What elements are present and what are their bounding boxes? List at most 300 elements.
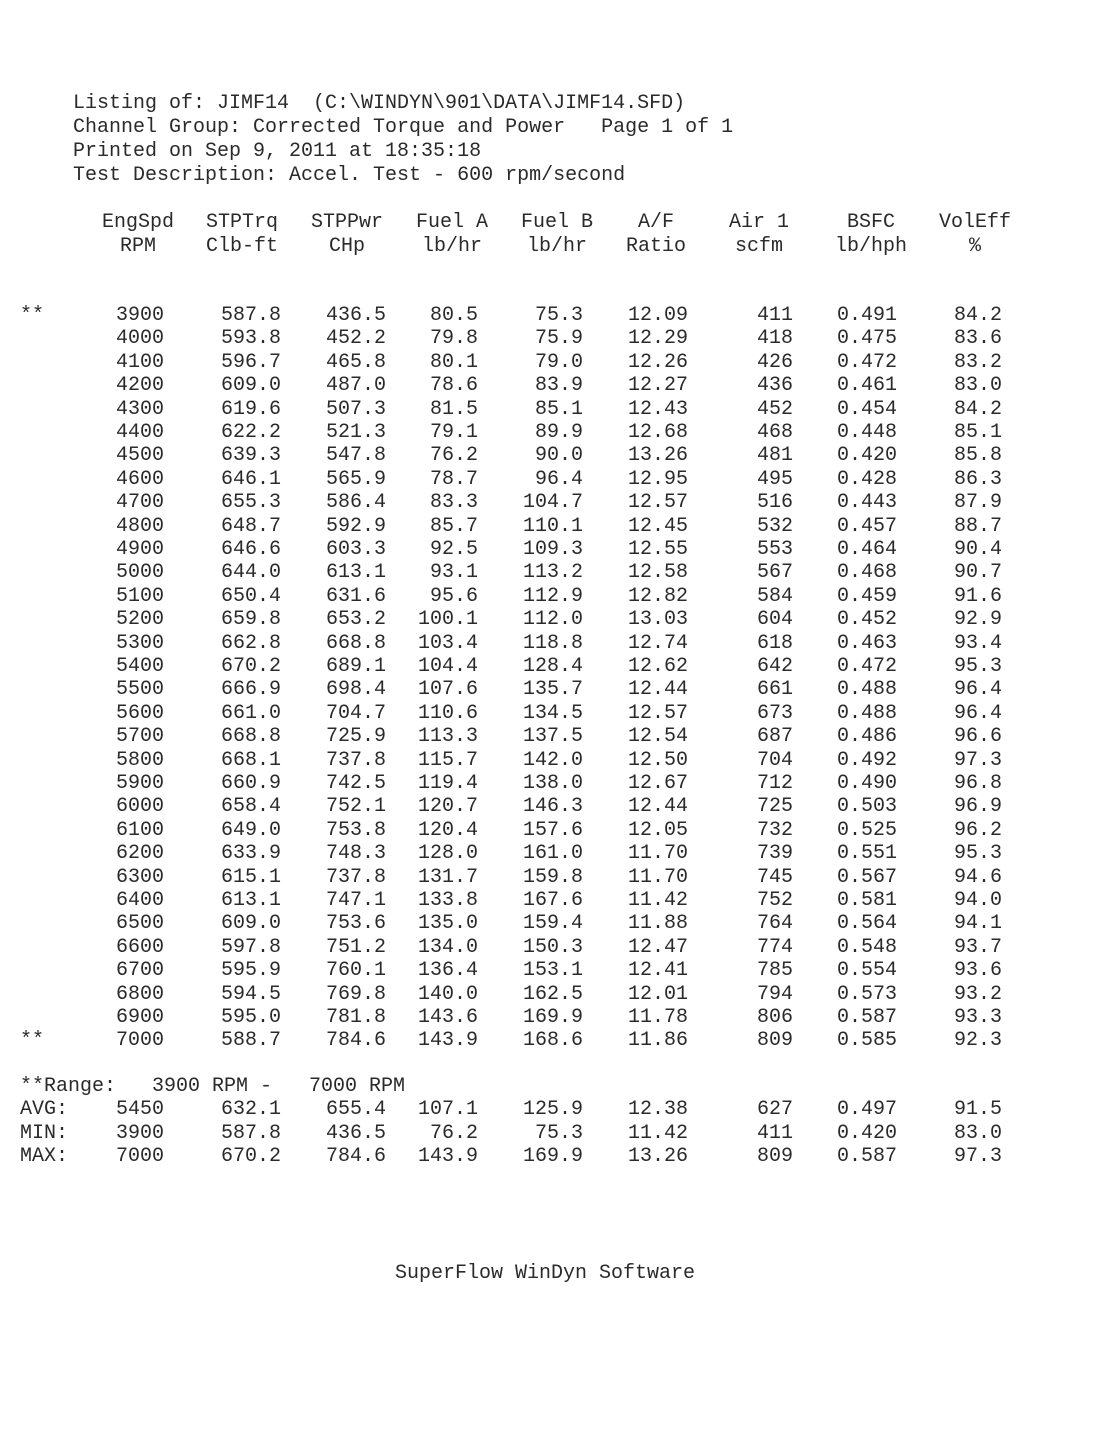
table-cell: 5800 [115,749,164,772]
table-cell: 661 [756,678,793,701]
table-row [0,772,1113,796]
table-row [0,327,1113,351]
summary-cell: 7000 [115,1145,164,1168]
table-row [0,842,1113,866]
column-unit: % [968,235,981,258]
table-cell: 90.4 [953,538,1002,561]
table-cell: 594.5 [220,983,281,1006]
table-cell: 653.2 [325,608,386,631]
table-cell: 662.8 [220,632,281,655]
table-cell: 104.4 [417,655,478,678]
table-cell: 650.4 [220,585,281,608]
table-row [0,889,1113,913]
table-cell: 76.2 [429,444,478,467]
summary-cell: 0.420 [836,1122,897,1145]
table-cell: 6600 [115,936,164,959]
table-cell: 113.2 [522,561,583,584]
table-cell: 0.573 [836,983,897,1006]
table-cell: 4100 [115,351,164,374]
table-cell: 609.0 [220,912,281,935]
table-cell: 12.68 [627,421,688,444]
table-cell: 6900 [115,1006,164,1029]
table-cell: 584 [756,585,793,608]
table-cell: 12.47 [627,936,688,959]
column-unit: lb/hr [526,235,587,258]
column-header: STPPwr [310,211,383,234]
table-cell: 592.9 [325,515,386,538]
table-cell: 806 [756,1006,793,1029]
table-row [0,421,1113,445]
table-row [0,725,1113,749]
table-cell: 5400 [115,655,164,678]
table-cell: 11.70 [627,866,688,889]
table-cell: 660.9 [220,772,281,795]
table-row [0,374,1113,398]
table-cell: 6500 [115,912,164,935]
table-cell: 646.1 [220,468,281,491]
table-cell: 109.3 [522,538,583,561]
table-cell: 93.2 [953,983,1002,1006]
table-cell: 12.58 [627,561,688,584]
table-row [0,983,1113,1007]
table-cell: 103.4 [417,632,478,655]
summary-cell: 436.5 [325,1122,386,1145]
table-cell: 0.443 [836,491,897,514]
table-cell: 0.428 [836,468,897,491]
table-row [0,678,1113,702]
summary-row [0,1145,1113,1169]
table-cell: 93.1 [429,561,478,584]
table-cell: 12.67 [627,772,688,795]
column-header-names [0,211,1113,235]
table-cell: 168.6 [522,1029,583,1052]
footer-software-name: SuperFlow WinDyn Software [394,1262,696,1285]
table-row [0,561,1113,585]
table-cell: 0.564 [836,912,897,935]
table-cell: 79.0 [534,351,583,374]
table-cell: 12.54 [627,725,688,748]
table-cell: 85.1 [953,421,1002,444]
table-cell: 4200 [115,374,164,397]
table-cell: 96.6 [953,725,1002,748]
table-cell: 565.9 [325,468,386,491]
table-cell: 135.7 [522,678,583,701]
listing-line: Listing of: JIMF14 (C:\WINDYN\901\DATA\JIMF14.SFD) [73,92,686,115]
table-cell: 0.486 [836,725,897,748]
table-cell: 644.0 [220,561,281,584]
table-cell: 0.463 [836,632,897,655]
column-unit: lb/hph [834,235,907,258]
table-cell: 737.8 [325,866,386,889]
range-line [0,1075,1113,1099]
column-header: EngSpd [101,211,174,234]
table-cell: 596.7 [220,351,281,374]
table-cell: 6100 [115,819,164,842]
table-cell: 83.6 [953,327,1002,350]
table-cell: 613.1 [220,889,281,912]
table-cell: 0.420 [836,444,897,467]
table-cell: 0.448 [836,421,897,444]
table-cell: 704.7 [325,702,386,725]
table-cell: 0.457 [836,515,897,538]
table-cell: 12.55 [627,538,688,561]
column-header: BSFC [846,211,895,234]
summary-cell: 784.6 [325,1145,386,1168]
table-row [0,585,1113,609]
table-cell: 748.3 [325,842,386,865]
table-cell: 809 [756,1029,793,1052]
table-row [0,632,1113,656]
table-cell: 75.9 [534,327,583,350]
summary-label: MIN: [20,1122,69,1145]
table-cell: 12.82 [627,585,688,608]
table-cell: 86.3 [953,468,1002,491]
table-cell: 633.9 [220,842,281,865]
table-cell: 0.475 [836,327,897,350]
table-cell: 93.7 [953,936,1002,959]
table-row [0,959,1113,983]
table-row [0,702,1113,726]
table-cell: 465.8 [325,351,386,374]
table-cell: 631.6 [325,585,386,608]
table-cell: 622.2 [220,421,281,444]
table-cell: 6800 [115,983,164,1006]
summary-cell: 125.9 [522,1098,583,1121]
table-cell: 595.0 [220,1006,281,1029]
table-cell: 6000 [115,795,164,818]
table-cell: 93.4 [953,632,1002,655]
table-cell: 97.3 [953,749,1002,772]
column-header-units [0,235,1113,259]
table-cell: 737.8 [325,749,386,772]
table-cell: 745 [756,866,793,889]
table-cell: 136.4 [417,959,478,982]
table-cell: 112.9 [522,585,583,608]
column-header: A/F [637,211,674,234]
table-cell: 658.4 [220,795,281,818]
table-cell: 0.551 [836,842,897,865]
column-header: Air 1 [728,211,789,234]
table-cell: 5600 [115,702,164,725]
table-row [0,351,1113,375]
table-cell: 85.7 [429,515,478,538]
table-cell: 11.78 [627,1006,688,1029]
table-cell: 11.70 [627,842,688,865]
table-row [0,795,1113,819]
table-cell: 648.7 [220,515,281,538]
table-cell: 764 [756,912,793,935]
table-cell: 0.585 [836,1029,897,1052]
table-cell: 0.490 [836,772,897,795]
table-cell: 752 [756,889,793,912]
column-unit: RPM [119,235,156,258]
table-cell: 143.6 [417,1006,478,1029]
table-cell: 452.2 [325,327,386,350]
table-cell: 6200 [115,842,164,865]
table-row [0,538,1113,562]
table-cell: 4800 [115,515,164,538]
table-cell: 4400 [115,421,164,444]
table-cell: 134.5 [522,702,583,725]
table-cell: 95.6 [429,585,478,608]
summary-cell: 627 [756,1098,793,1121]
table-cell: 12.27 [627,374,688,397]
table-cell: 649.0 [220,819,281,842]
table-cell: 481 [756,444,793,467]
table-cell: 597.8 [220,936,281,959]
table-cell: 87.9 [953,491,1002,514]
table-cell: 6400 [115,889,164,912]
table-cell: 7000 [115,1029,164,1052]
table-cell: 0.488 [836,678,897,701]
table-cell: 96.4 [953,678,1002,701]
table-cell: 588.7 [220,1029,281,1052]
table-row [0,491,1113,515]
table-cell: 81.5 [429,398,478,421]
summary-label: AVG: [20,1098,69,1121]
table-cell: 157.6 [522,819,583,842]
table-cell: 90.0 [534,444,583,467]
table-cell: 119.4 [417,772,478,795]
table-cell: 84.2 [953,304,1002,327]
range-start: 3900 RPM - [152,1075,273,1098]
table-cell: 5000 [115,561,164,584]
table-cell: 0.454 [836,398,897,421]
table-cell: 112.0 [522,608,583,631]
summary-cell: 809 [756,1145,793,1168]
summary-cell: 107.1 [417,1098,478,1121]
table-cell: 162.5 [522,983,583,1006]
table-row [0,819,1113,843]
summary-row [0,1122,1113,1146]
table-cell: 613.1 [325,561,386,584]
table-row [0,304,1113,328]
table-cell: 785 [756,959,793,982]
table-cell: 666.9 [220,678,281,701]
table-cell: 133.8 [417,889,478,912]
table-cell: 0.468 [836,561,897,584]
table-cell: 118.8 [522,632,583,655]
table-cell: 12.44 [627,795,688,818]
table-cell: 83.2 [953,351,1002,374]
table-cell: 516 [756,491,793,514]
table-cell: 89.9 [534,421,583,444]
table-cell: 673 [756,702,793,725]
table-cell: 120.4 [417,819,478,842]
table-cell: 619.6 [220,398,281,421]
table-row [0,749,1113,773]
table-cell: 12.09 [627,304,688,327]
summary-cell: 411 [756,1122,793,1145]
range-end: 7000 RPM [309,1075,406,1098]
table-cell: 13.26 [627,444,688,467]
column-header: Fuel B [520,211,593,234]
table-cell: 4300 [115,398,164,421]
table-row [0,608,1113,632]
table-cell: 4000 [115,327,164,350]
table-cell: 0.492 [836,749,897,772]
summary-cell: 169.9 [522,1145,583,1168]
table-cell: 794 [756,983,793,1006]
table-cell: 96.9 [953,795,1002,818]
table-cell: 96.8 [953,772,1002,795]
summary-cell: 632.1 [220,1098,281,1121]
table-cell: 769.8 [325,983,386,1006]
table-cell: 128.4 [522,655,583,678]
table-cell: 12.43 [627,398,688,421]
table-cell: 704 [756,749,793,772]
table-cell: 137.5 [522,725,583,748]
table-cell: 90.7 [953,561,1002,584]
table-cell: 12.01 [627,983,688,1006]
table-cell: 0.464 [836,538,897,561]
table-cell: 507.3 [325,398,386,421]
table-cell: 725 [756,795,793,818]
summary-cell: 83.0 [953,1122,1002,1145]
table-cell: 436.5 [325,304,386,327]
table-row [0,468,1113,492]
table-cell: 12.57 [627,491,688,514]
table-cell: 0.459 [836,585,897,608]
channel-group-line: Channel Group: Corrected Torque and Power Page 1 of 1 [73,116,734,139]
table-cell: 784.6 [325,1029,386,1052]
table-cell: 12.57 [627,702,688,725]
summary-row [0,1098,1113,1122]
table-cell: 93.6 [953,959,1002,982]
printed-line: Printed on Sep 9, 2011 at 18:35:18 [73,140,482,163]
summary-cell: 11.42 [627,1122,688,1145]
table-cell: 110.1 [522,515,583,538]
table-cell: 80.5 [429,304,478,327]
table-row [0,655,1113,679]
table-cell: 167.6 [522,889,583,912]
table-cell: 670.2 [220,655,281,678]
summary-cell: 5450 [115,1098,164,1121]
table-cell: 12.74 [627,632,688,655]
table-cell: 93.3 [953,1006,1002,1029]
table-cell: 159.8 [522,866,583,889]
table-cell: 593.8 [220,327,281,350]
table-cell: 698.4 [325,678,386,701]
table-cell: 668.1 [220,749,281,772]
table-cell: 5300 [115,632,164,655]
table-cell: 94.1 [953,912,1002,935]
summary-cell: 670.2 [220,1145,281,1168]
table-cell: 143.9 [417,1029,478,1052]
table-cell: 487.0 [325,374,386,397]
table-cell: 120.7 [417,795,478,818]
table-cell: 0.491 [836,304,897,327]
table-cell: 642 [756,655,793,678]
table-cell: 5500 [115,678,164,701]
column-header: Fuel A [415,211,488,234]
table-cell: 0.472 [836,655,897,678]
table-cell: 0.548 [836,936,897,959]
table-row [0,1029,1113,1053]
table-cell: 78.6 [429,374,478,397]
table-cell: 0.503 [836,795,897,818]
table-cell: 668.8 [220,725,281,748]
table-row [0,515,1113,539]
table-cell: 96.2 [953,819,1002,842]
table-cell: 732 [756,819,793,842]
table-cell: 12.62 [627,655,688,678]
table-cell: 587.8 [220,304,281,327]
table-cell: 468 [756,421,793,444]
range-marker: ** [20,304,45,327]
table-cell: 11.86 [627,1029,688,1052]
table-cell: 618 [756,632,793,655]
table-cell: 595.9 [220,959,281,982]
table-cell: 655.3 [220,491,281,514]
table-cell: 659.8 [220,608,281,631]
table-row [0,1006,1113,1030]
table-cell: 0.554 [836,959,897,982]
table-cell: 725.9 [325,725,386,748]
table-cell: 79.1 [429,421,478,444]
table-cell: 603.3 [325,538,386,561]
table-cell: 5900 [115,772,164,795]
table-cell: 11.42 [627,889,688,912]
table-row [0,398,1113,422]
table-cell: 100.1 [417,608,478,631]
table-cell: 134.0 [417,936,478,959]
table-cell: 110.6 [417,702,478,725]
table-cell: 639.3 [220,444,281,467]
table-cell: 6700 [115,959,164,982]
summary-cell: 655.4 [325,1098,386,1121]
table-cell: 604 [756,608,793,631]
table-row [0,936,1113,960]
table-cell: 95.3 [953,842,1002,865]
table-cell: 0.567 [836,866,897,889]
range-marker: ** [20,1029,45,1052]
table-cell: 742.5 [325,772,386,795]
table-cell: 3900 [115,304,164,327]
column-header: STPTrq [205,211,278,234]
column-header: VolEff [938,211,1011,234]
summary-cell: 13.26 [627,1145,688,1168]
table-cell: 661.0 [220,702,281,725]
table-cell: 4500 [115,444,164,467]
table-cell: 92.5 [429,538,478,561]
table-cell: 426 [756,351,793,374]
summary-cell: 12.38 [627,1098,688,1121]
table-row [0,912,1113,936]
table-cell: 113.3 [417,725,478,748]
table-cell: 646.6 [220,538,281,561]
table-cell: 85.1 [534,398,583,421]
table-cell: 104.7 [522,491,583,514]
table-cell: 169.9 [522,1006,583,1029]
table-cell: 94.6 [953,866,1002,889]
table-cell: 0.488 [836,702,897,725]
table-cell: 12.50 [627,749,688,772]
table-cell: 95.3 [953,655,1002,678]
table-cell: 107.6 [417,678,478,701]
table-cell: 753.6 [325,912,386,935]
table-cell: 159.4 [522,912,583,935]
table-cell: 586.4 [325,491,386,514]
table-cell: 781.8 [325,1006,386,1029]
table-cell: 150.3 [522,936,583,959]
table-cell: 12.44 [627,678,688,701]
column-unit: Ratio [625,235,686,258]
column-unit: lb/hr [421,235,482,258]
table-cell: 752.1 [325,795,386,818]
table-cell: 11.88 [627,912,688,935]
table-cell: 75.3 [534,304,583,327]
